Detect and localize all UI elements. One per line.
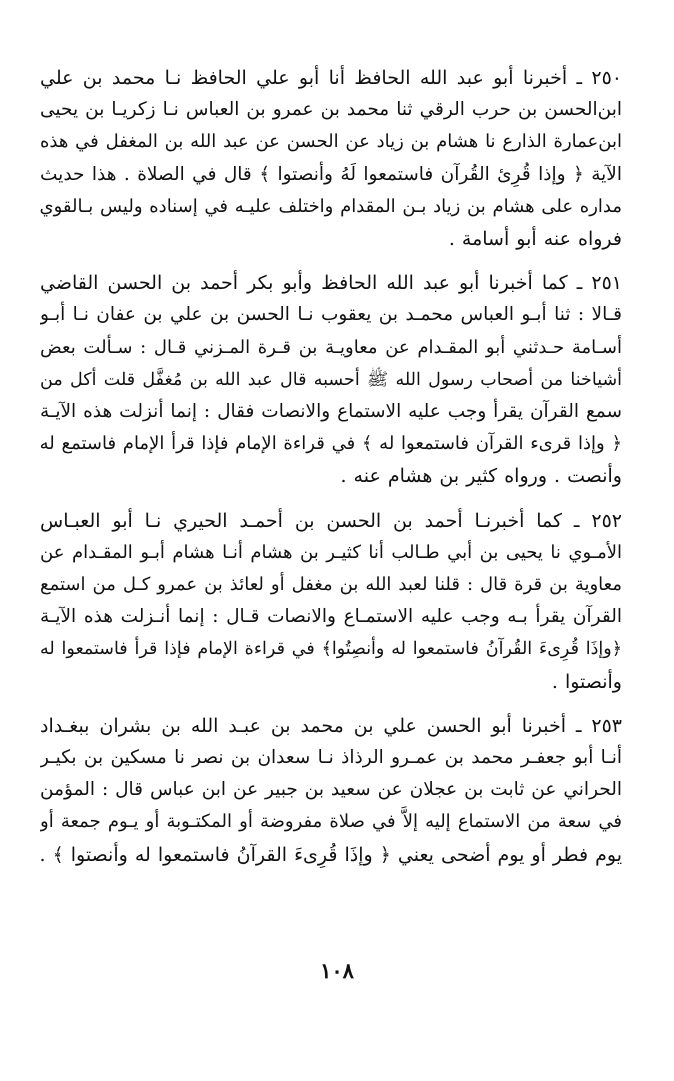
page-number: ١٠٨ [320,958,354,983]
text-line: مداره على هشام بن زياد بـن المقدام واختلف عليـه في إسناده وليس بـالقوي [40,195,622,217]
text-line: ٢٥٠ ـ أخبرنا أبو عبد الله الحافظ أنا أبو علي الحافظ نـا محمد بن علي [40,67,622,89]
text-line: سمع القرآن يقرأ وجب عليه الاستماع والانصات فقال : إنما أنزلت هذه الآيـة [40,401,622,423]
text-line: ٢٥٣ ـ أخبرنا أبو الحسن علي بن محمد بن عبـد الله بن بشران ببغـداد [40,714,622,737]
text-line: ابن‌عمارة الذارع نا هشام بن زياد عن الحسن عن عبد الله بن المغفل في هذه [40,131,622,153]
text-line: فرواه عنه أبو أسامة . [448,228,622,251]
text-line: ابن‌الحسن بن حرب الرقي ثنا محمد بن عمرو بن العباس نـا زكريـا بن يحيى [40,99,622,121]
text-line: الأمـوي نا يحيى بن أبي طـالب أنا كثيـر بن هشام أنـا هشام أبـو المقـدام عن [40,541,622,563]
text-line: قـالا : ثنا أبـو العباس محمـد بن يعقوب نـا الحسن بن علي بن عفان نـا أبـو [40,304,622,326]
text-line: الآية ﴿ وإذا قُرِئ القُرآن فاستمعوا لَهُ وأنصتوا ﴾ قال في الصلاة . هذا حديث [40,163,622,185]
text-line: في سعة من الاستماع إليه إلاَّ في صلاة مفروضة أو المكتـوبة أو يـوم جمعة أو [40,811,622,833]
book-page-text [40,62,622,883]
text-line: أسـامة حـدثني أبو المقـدام عن معاويـة بن قـرة المـزني قـال : سـألت بعض [40,336,622,358]
text-line: ٢٥٢ ـ كما أخبرنـا أحمد بن الحسن بن أحمـد الحيري نـا أبو العبـاس [40,509,622,532]
narration-paragraph [40,505,622,698]
narration-paragraph [40,62,622,255]
text-line: أنـا أبو جعفـر محمد بن عمـرو الرذاذ نـا سعدان بن نصر نا مسكين بن بكيـر [40,747,622,769]
text-line: ﴿وإذَا قُرِىءَ القُرآنُ فاستمعوا له وأنصِتُوا﴾ في قراءة الإمام فإذا قرأ فاستمعوا له [40,639,622,660]
text-line: وأنصتوا . [551,670,622,693]
text-line: الحراني عن ثابت بن عجلان عن سعيد بن جبير عن ابن عباس قال : المؤمن [40,779,622,801]
text-line: ٢٥١ ـ كما أخبرنا أبو عبد الله الحافظ وأبو بكر أحمد بن الحسن القاضي [40,272,622,295]
text-line: ﴿ وإذا قرىء القرآن فاستمعوا له ﴾ في قراءة الإمام فإذا قرأ الإمام فاستمع له [40,433,622,455]
text-line: القرآن يقرأ بـه وجب عليه الاستمـاع والانصات قـال : إنما أنـزلت هذه الآيـة [40,606,622,628]
narration-paragraph [40,710,622,871]
text-line: معاوية بن قرة قال : قلنا لعبد الله بن مغفل أو لعائذ بن عمرو كـل من استمع [40,574,622,596]
narration-paragraph [40,267,622,492]
text-line: أشياخنا من أصحاب رسول الله ﷺ أحسبه قال عبد الله بن مُغفَّل قلت أكل من [40,369,622,390]
text-line: يوم فطر أو يوم أضحى يعني ﴿ وإذَا قُرِىءَ القرآنُ فاستمعوا له وأنصتوا ﴾ . [40,843,622,866]
text-line: وأنصت . ورواه كثير بن هشام عنه . [340,465,622,488]
